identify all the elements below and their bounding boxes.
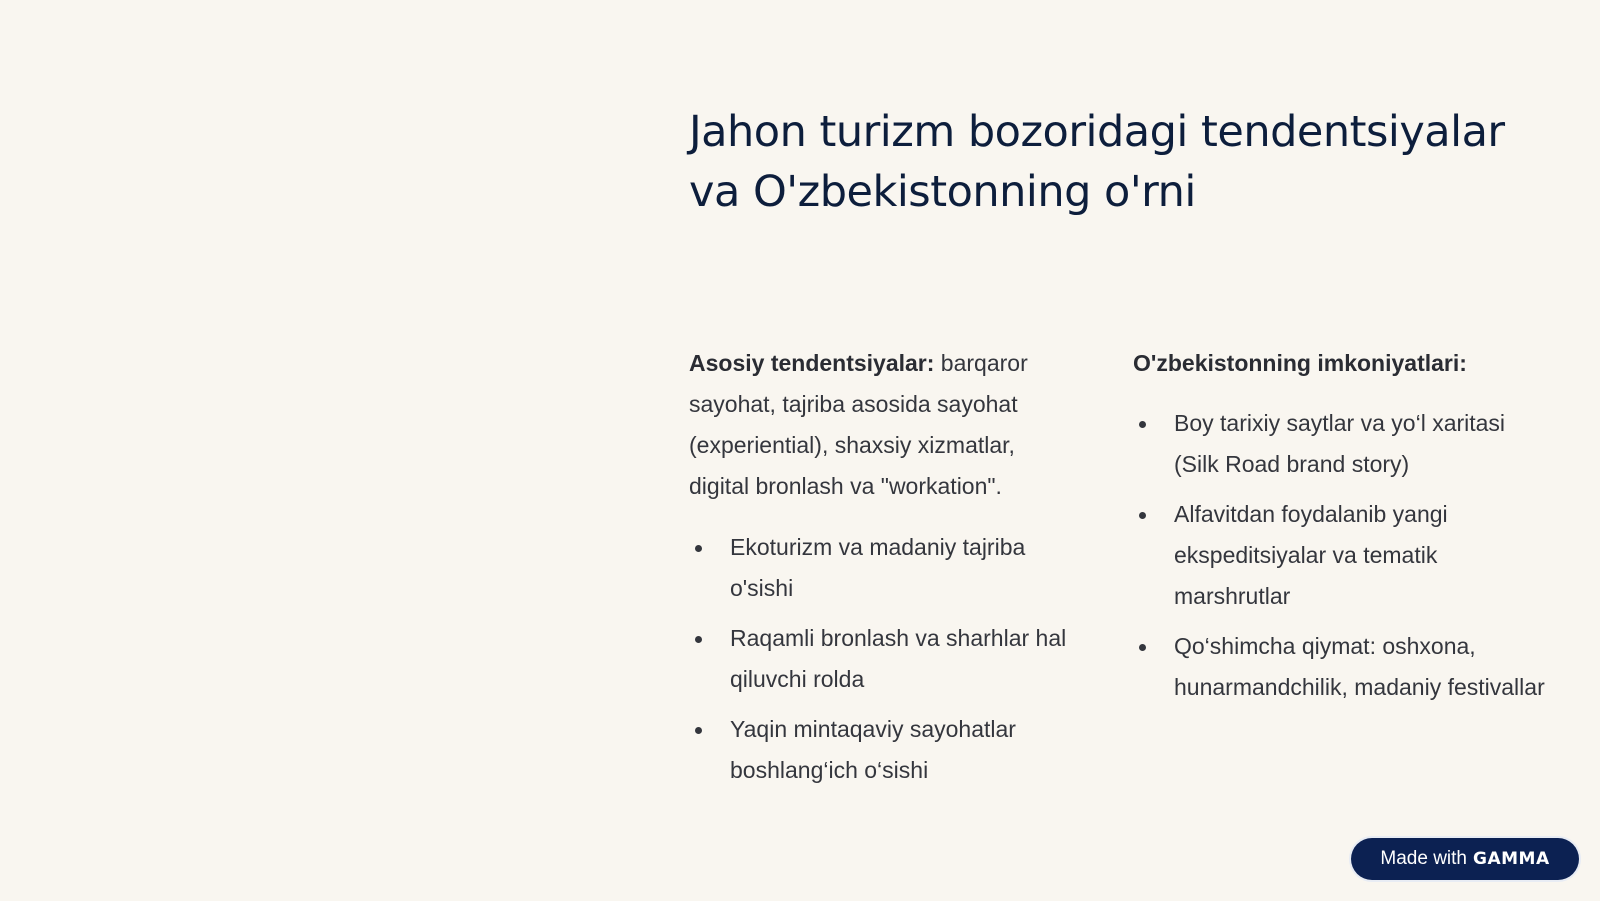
trends-lead-text: barqaror sayohat, tajriba asosida sayohat (experiential), shaxsiy xizmatlar, digital bronlash va "workation". bbox=[689, 350, 1028, 499]
made-with-gamma-badge[interactable] bbox=[1351, 838, 1579, 880]
list-item-text: Raqamli bronlash va sharhlar hal qiluvchi rolda bbox=[730, 625, 1067, 692]
bullet-icon bbox=[1139, 512, 1146, 519]
list-item bbox=[1133, 403, 1553, 485]
bullet-icon bbox=[695, 636, 702, 643]
opportunities-list bbox=[1133, 403, 1553, 708]
list-item bbox=[689, 527, 1069, 609]
trends-list bbox=[689, 527, 1069, 791]
opportunities-column bbox=[1133, 343, 1553, 717]
list-item bbox=[1133, 494, 1553, 617]
list-item bbox=[1133, 626, 1553, 708]
trends-lead bbox=[689, 343, 1069, 507]
list-item-text: Boy tarixiy saytlar va yo‘l xaritasi (Silk Road brand story) bbox=[1174, 410, 1506, 477]
bullet-icon bbox=[1139, 644, 1146, 651]
list-item bbox=[689, 618, 1069, 700]
bullet-icon bbox=[695, 545, 702, 552]
trends-lead-label: Asosiy tendentsiyalar: bbox=[689, 350, 935, 376]
opportunities-heading bbox=[1133, 343, 1553, 384]
gamma-logo: GAMMA bbox=[1473, 849, 1550, 869]
bullet-icon bbox=[1139, 421, 1146, 428]
opportunities-heading-text: O'zbekistonning imkoniyatlari: bbox=[1133, 350, 1467, 376]
list-item bbox=[689, 709, 1069, 791]
list-item-text: Yaqin mintaqaviy sayohatlar boshlang‘ich o‘sishi bbox=[730, 716, 1016, 783]
list-item-text: Ekoturizm va madaniy tajriba o'sishi bbox=[730, 534, 1026, 601]
list-item-text: Qo‘shimcha qiymat: oshxona, hunarmandchilik, madaniy festivallar bbox=[1174, 633, 1545, 700]
list-item-text: Alfavitdan foydalanib yangi ekspeditsiyalar va tematik marshrutlar bbox=[1174, 501, 1448, 609]
slide-title: Jahon turizm bozoridagi tendentsiyalar va O'zbekistonning o'rni bbox=[689, 107, 1505, 217]
badge-prefix: Made with bbox=[1380, 848, 1467, 869]
bullet-icon bbox=[695, 727, 702, 734]
trends-column bbox=[689, 343, 1069, 800]
